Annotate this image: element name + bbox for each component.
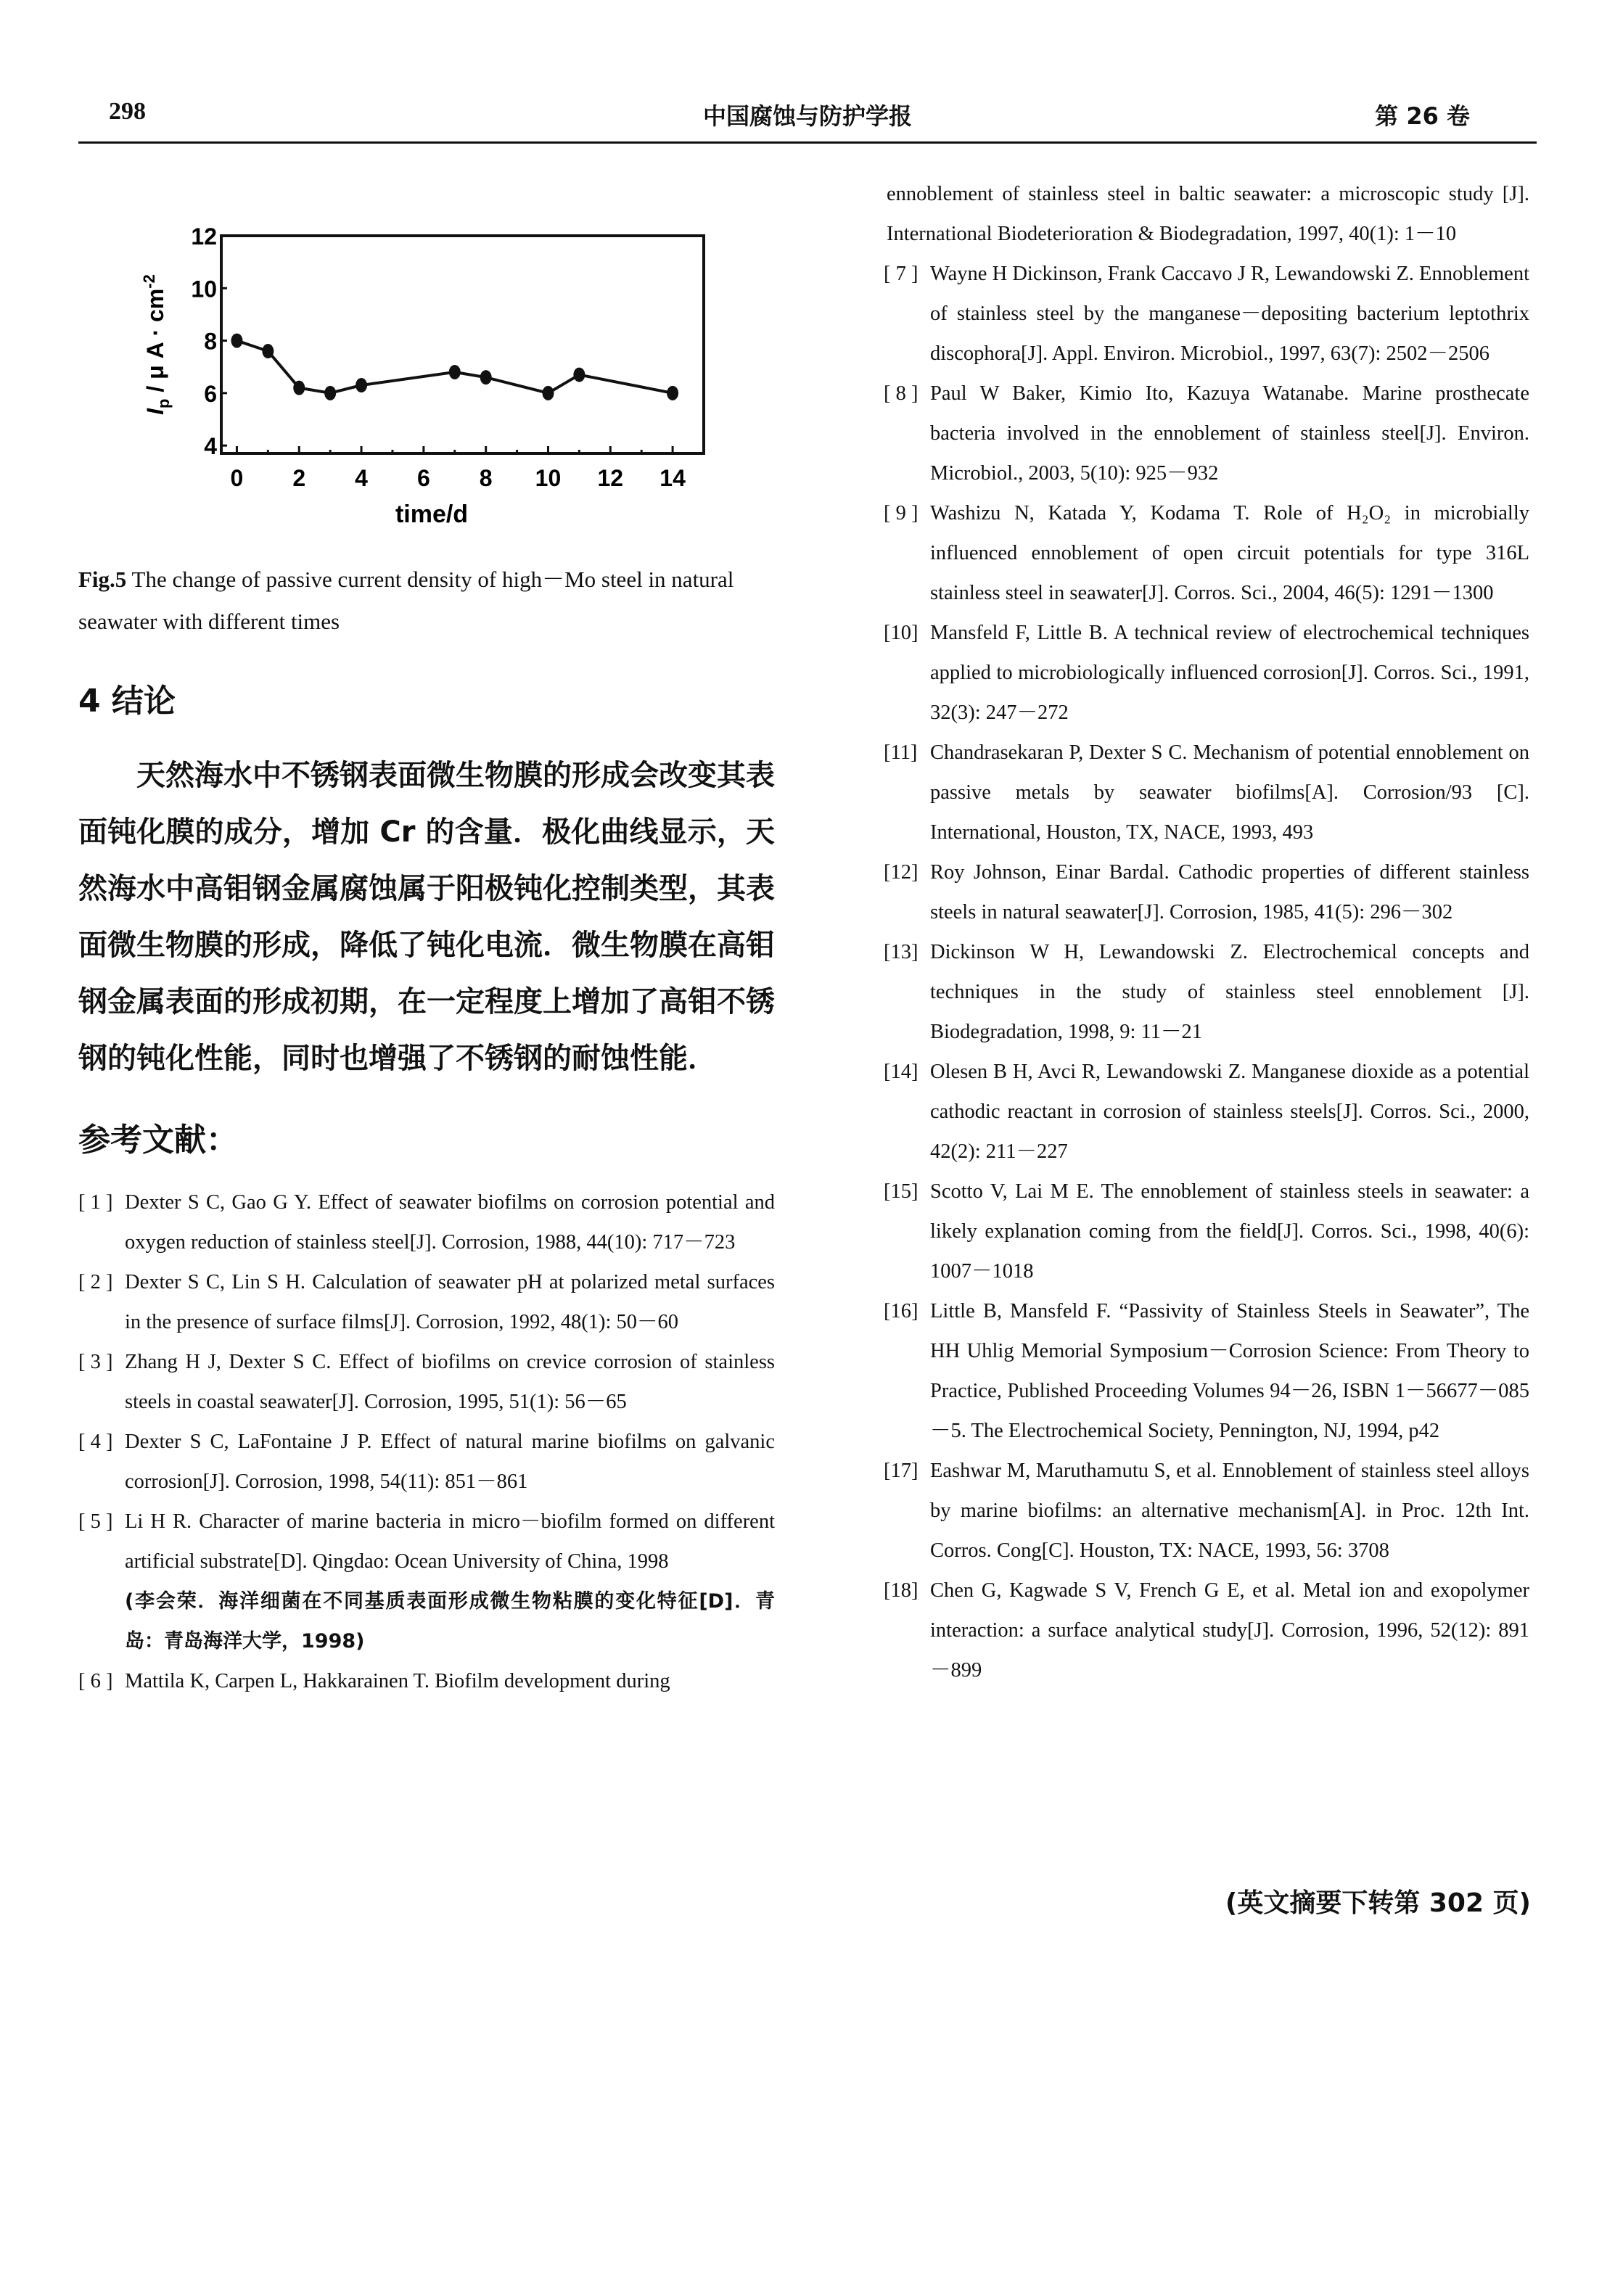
reference-number: [ 2 ] (78, 1271, 113, 1293)
x-tick-label: 2 (292, 465, 306, 491)
reference-number: [15] (884, 1180, 919, 1203)
y-tick-label: 10 (191, 276, 217, 303)
x-tick-label: 4 (355, 465, 368, 491)
plot-frame (221, 236, 704, 453)
data-point (449, 365, 461, 379)
reference-item (78, 1182, 775, 1262)
reference-text: Little B, Mansfeld F. “Passivity of Stainless Steels in Seawater”, The HH Uhlig Memorial Symposium－Corrosion Science: From Theory to Practice, Published Proceeding Volumes 94－26, ISBN 1－56677－085－5. The Electrochemical Society, Pennington, NJ, 1994, p42 (930, 1300, 1529, 1442)
x-tick-label: 12 (597, 465, 624, 491)
reference-number: [ 5 ] (78, 1510, 113, 1533)
data-point (293, 381, 305, 395)
y-tick-label: 12 (191, 223, 217, 250)
reference-text: Washizu N, Katada Y, Kodama T. Role of H₂O₂ in microbially influenced ennoblement of open circuit potentials for type 316L stainless steel in seawater[J]. Corros. Sci., 2004, 46(5): 1291－1300 (930, 502, 1529, 604)
reference-text: Dickinson W H, Lewandowski Z. Electrochemical concepts and techniques in the study of stainless steel ennoblement [J]. Biodegradation, 1998, 9: 11－21 (930, 941, 1529, 1043)
reference-item (884, 613, 1529, 733)
reference-item (884, 932, 1529, 1052)
x-axis-label: time/d (395, 501, 469, 528)
reference-text: Li H R. Character of marine bacteria in micro－biofilm formed on different artificial substrate[D]. Qingdao: Ocean University of China, 1998 (125, 1510, 775, 1573)
reference-item (884, 1571, 1529, 1690)
reference-text: Mattila K, Carpen L, Hakkarainen T. Biofilm development during (125, 1670, 670, 1692)
data-point (262, 344, 274, 358)
reference-item (884, 733, 1529, 852)
reference-text: Dexter S C, Gao G Y. Effect of seawater biofilms on corrosion potential and oxygen reduction of stainless steel[J]. Corrosion, 1988, 44(10): 717－723 (125, 1191, 775, 1254)
reference-number: [12] (884, 861, 919, 884)
reference-item (884, 852, 1529, 932)
x-tick-label: 10 (535, 465, 562, 491)
reference-number: [ 8 ] (884, 382, 919, 405)
reference-item (78, 1262, 775, 1342)
page-number: 298 (109, 98, 146, 125)
reference-text: Olesen B H, Avci R, Lewandowski Z. Manganese dioxide as a potential cathodic reactant in corrosion of stainless steels[J]. Corros. Sci., 2000, 42(2): 211－227 (930, 1061, 1529, 1163)
reference-number: [17] (884, 1460, 919, 1482)
x-tick-label: 14 (659, 465, 686, 491)
reference-chinese: (李会荣．海洋细菌在不同基质表面形成微生物粘膜的变化特征[D]．青岛：青岛海洋大学，1998) (125, 1590, 775, 1653)
reference-item (884, 1172, 1529, 1291)
reference-number: [ 7 ] (884, 263, 919, 285)
x-tick-label: 6 (416, 465, 430, 491)
reference-6-continued: ennoblement of stainless steel in baltic seawater: a microscopic study [J]. International Biodeterioration & Biodegradation, 1997, 40(1): 1－10 (887, 183, 1529, 245)
reference-text: Mansfeld F, Little B. A technical review of electrochemical techniques applied to microbiologically influenced corrosion[J]. Corros. Sci., 1991, 32(3): 247－272 (930, 622, 1529, 724)
reference-text: Eashwar M, Maruthamutu S, et al. Ennoblement of stainless steel alloys by marine biofilms: an alternative mechanism[A]. in Proc. 12th Int. Corros. Cong[C]. Houston, TX: NACE, 1993, 56: 3708 (930, 1460, 1529, 1562)
reference-number: [ 9 ] (884, 502, 919, 524)
data-point (480, 370, 492, 384)
journal-title: 中国腐蚀与防护学报 (702, 102, 912, 130)
references-heading: 参考文献： (78, 1122, 238, 1159)
x-tick-label: 8 (479, 465, 493, 491)
reference-text: Dexter S C, Lin S H. Calculation of seawater pH at polarized metal surfaces in the presence of surface films[J]. Corrosion, 1992, 48(1): 50－60 (125, 1271, 775, 1333)
references-left-column (78, 1182, 775, 1701)
reference-item (884, 1291, 1529, 1451)
caption-text: The change of passive current density of high－Mo steel in natural seawater with different times (78, 567, 734, 634)
reference-text: Paul W Baker, Kimio Ito, Kazuya Watanabe. Marine prosthecate bacteria involved in the ennoblement of stainless steel[J]. Environ. Microbiol., 2003, 5(10): 925－932 (930, 382, 1529, 485)
passive-current-chart (94, 218, 747, 537)
data-point (542, 386, 554, 400)
reference-item (78, 1422, 775, 1502)
reference-text: Wayne H Dickinson, Frank Caccavo J R, Lewandowski Z. Ennoblement of stainless steel by the manganese－depositing bacterium leptothrix discophora[J]. Appl. Environ. Microbiol., 1997, 63(7): 2502－2506 (930, 263, 1529, 365)
reference-item (884, 1052, 1529, 1172)
x-tick-label: 0 (230, 465, 244, 491)
data-point (324, 386, 336, 400)
reference-number: [ 3 ] (78, 1351, 113, 1373)
y-axis-label: $I_p$ / μ $A \cdot cm^{-2}$ (140, 274, 173, 415)
reference-item (884, 254, 1529, 374)
reference-text: Chandrasekaran P, Dexter S C. Mechanism of potential ennoblement on passive metals by seawater biofilms[A]. Corrosion/93 [C]. International, Houston, TX, NACE, 1993, 493 (930, 741, 1529, 844)
reference-item (78, 1342, 775, 1422)
continued-note: (英文摘要下转第 302 页) (1225, 1888, 1531, 1918)
reference-item (884, 493, 1529, 613)
figure-caption (78, 559, 782, 643)
reference-text: Chen G, Kagwade S V, French G E, et al. Metal ion and exopolymer interaction: a surface analytical study[J]. Corrosion, 1996, 52(12): 891－899 (930, 1579, 1529, 1682)
reference-number: [16] (884, 1300, 919, 1322)
reference-item (884, 1451, 1529, 1571)
reference-number: [ 4 ] (78, 1431, 113, 1453)
reference-text: Roy Johnson, Einar Bardal. Cathodic properties of different stainless steels in natural seawater[J]. Corrosion, 1985, 41(5): 296－302 (930, 861, 1529, 923)
reference-number: [18] (884, 1579, 919, 1602)
reference-text: Zhang H J, Dexter S C. Effect of biofilms on crevice corrosion of stainless steels in coastal seawater[J]. Corrosion, 1995, 51(1): 56－65 (125, 1351, 775, 1413)
section-heading: 4 结论 (78, 683, 176, 720)
header-rule (78, 141, 1537, 144)
data-point (231, 334, 242, 348)
reference-number: [ 1 ] (78, 1191, 113, 1214)
reference-item (78, 1502, 775, 1661)
data-point (573, 368, 585, 382)
reference-number: [14] (884, 1061, 919, 1083)
reference-number: [13] (884, 941, 919, 963)
figure-label: Fig.5 (78, 567, 127, 592)
y-tick-label: 8 (204, 328, 217, 355)
reference-number: [10] (884, 622, 919, 644)
reference-number: [11] (884, 741, 918, 764)
y-tick-label: 4 (204, 433, 217, 460)
reference-item (884, 374, 1529, 493)
y-tick-label: 6 (204, 380, 217, 407)
conclusion-paragraph: 天然海水中不锈钢表面微生物膜的形成会改变其表面钝化膜的成分，增加 Cr 的含量．极化曲线显示，天然海水中高钼钢金属腐蚀属于阳极钝化控制类型，其表面微生物膜的形成，降低了钝化电流．微生物膜在高钼钢金属表面的形成初期，在一定程度上增加了高钼不锈钢的钝化性能，同时也增强了不锈钢的耐蚀性能． (78, 759, 775, 1075)
reference-text: Scotto V, Lai M E. The ennoblement of stainless steels in seawater: a likely explanation coming from the field[J]. Corros. Sci., 1998, 40(6): 1007－1018 (930, 1180, 1529, 1283)
reference-item (78, 1661, 775, 1701)
data-point (356, 378, 367, 392)
reference-text: Dexter S C, LaFontaine J P. Effect of natural marine biofilms on galvanic corrosion[J]. Corrosion, 1998, 54(11): 851－861 (125, 1431, 775, 1493)
references-right-column (884, 174, 1529, 1690)
volume-label: 第 26 卷 (1375, 102, 1470, 130)
reference-number: [ 6 ] (78, 1670, 113, 1692)
data-point (667, 386, 678, 400)
